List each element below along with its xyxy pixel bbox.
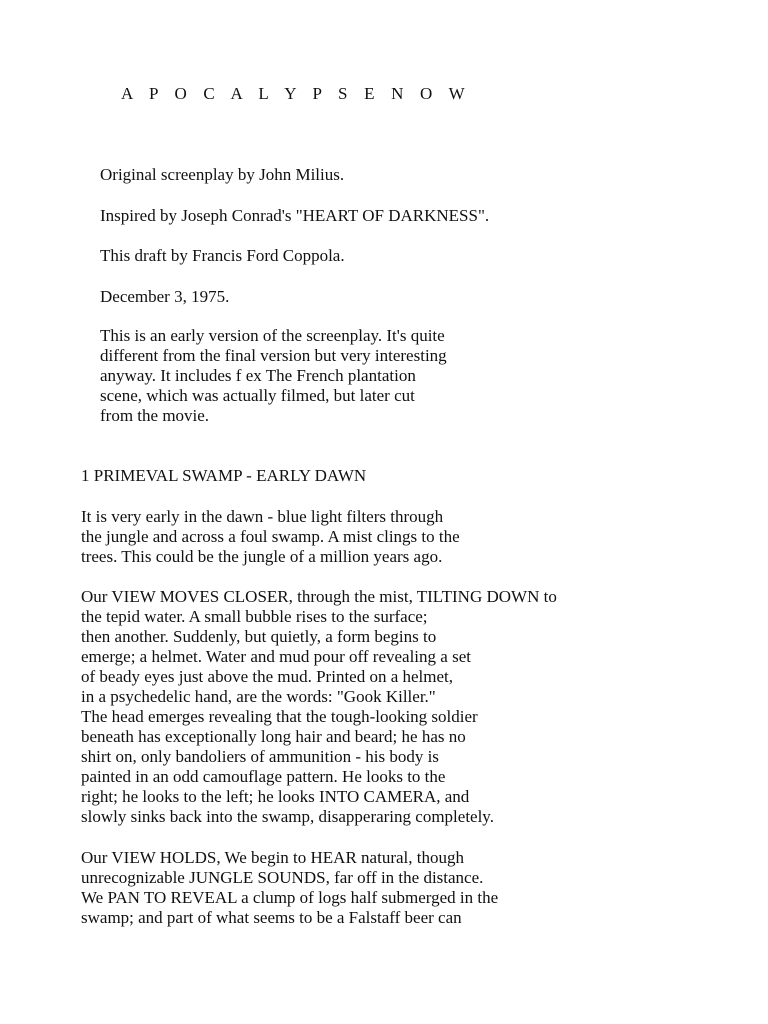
inspired-line — [100, 206, 700, 226]
scene-heading: 1 PRIMEVAL SWAMP - EARLY DAWN — [81, 466, 367, 485]
inspired-text: Inspired by Joseph Conrad's "HEART OF DARKNESS". — [100, 206, 490, 225]
note-line: This is an early version of the screenplay. It's quite — [100, 326, 445, 345]
action-line: swamp; and part of what seems to be a Falstaff beer can — [81, 908, 462, 927]
action-line: Our VIEW MOVES CLOSER, through the mist, TILTING DOWN to — [81, 587, 557, 606]
action-line: the jungle and across a foul swamp. A mist clings to the — [81, 527, 460, 546]
action-paragraph-1 — [81, 507, 761, 567]
credit-text: Original screenplay by John Milius. — [100, 165, 345, 184]
action-line: Our VIEW HOLDS, We begin to HEAR natural, though — [81, 848, 464, 867]
note-line: anyway. It includes f ex The French plantation — [100, 366, 416, 385]
action-line: It is very early in the dawn - blue light filters through — [81, 507, 444, 526]
draft-line — [100, 246, 700, 266]
draft-text: This draft by Francis Ford Coppola. — [100, 246, 345, 265]
note-line: from the movie. — [100, 406, 210, 425]
action-line: then another. Suddenly, but quietly, a form begins to — [81, 627, 437, 646]
credit-line — [100, 165, 700, 185]
action-line: in a psychedelic hand, are the words: "Gook Killer." — [81, 687, 436, 706]
action-line: painted in an odd camouflage pattern. He looks to the — [81, 767, 446, 786]
editor-note — [100, 326, 700, 426]
note-line: different from the final version but very interesting — [100, 346, 447, 365]
action-line: trees. This could be the jungle of a million years ago. — [81, 547, 443, 566]
action-line: We PAN TO REVEAL a clump of logs half submerged in the — [81, 888, 499, 907]
action-line: unrecognizable JUNGLE SOUNDS, far off in the distance. — [81, 868, 484, 887]
date-text: December 3, 1975. — [100, 287, 230, 306]
action-paragraph-3 — [81, 848, 761, 928]
action-line: The head emerges revealing that the tough-looking soldier — [81, 707, 478, 726]
action-line: shirt on, only bandoliers of ammunition - his body is — [81, 747, 439, 766]
action-line: the tepid water. A small bubble rises to the surface; — [81, 607, 428, 626]
action-line: beneath has exceptionally long hair and beard; he has no — [81, 727, 466, 746]
action-line: emerge; a helmet. Water and mud pour off revealing a set — [81, 647, 471, 666]
date-line — [100, 287, 700, 307]
action-paragraph-2 — [81, 587, 761, 827]
screenplay-title: A P O C A L Y P S E N O W — [121, 84, 471, 103]
action-line: right; he looks to the left; he looks INTO CAMERA, and — [81, 787, 470, 806]
action-line: slowly sinks back into the swamp, disapperaring completely. — [81, 807, 494, 826]
note-line: scene, which was actually filmed, but later cut — [100, 386, 415, 405]
action-line: of beady eyes just above the mud. Printed on a helmet, — [81, 667, 454, 686]
